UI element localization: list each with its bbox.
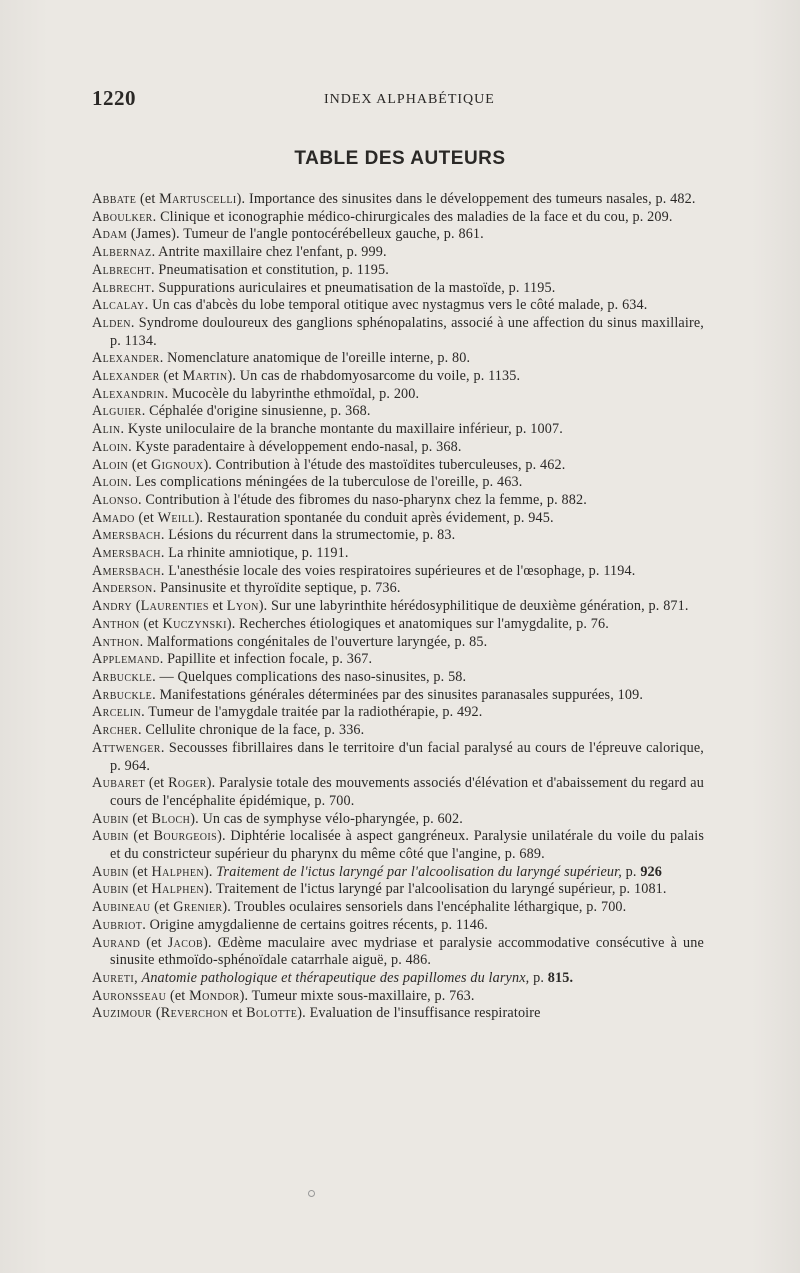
author-name: Attwenger	[92, 739, 161, 756]
author-name: Alcalay	[92, 297, 145, 314]
index-entry	[92, 722, 704, 740]
entry-text: (	[132, 598, 141, 615]
entry-text: . Contribution à l'étude des fibromes du naso-pharynx chez la femme, p. 882.	[137, 491, 587, 508]
author-name: Archer	[92, 722, 138, 739]
author-name: Alonso	[92, 491, 138, 508]
entry-text: . Cellulite chronique de la face, p. 336.	[138, 722, 365, 739]
entry-text: . Secousses fibrillaires dans le territoire d'un facial paralysé au cours de l'épreuve calorique, p. 964.	[110, 739, 704, 774]
entry-text: ,	[134, 969, 142, 986]
author-name: Abbate	[92, 191, 137, 207]
index-entry	[92, 935, 704, 970]
author-name: Martuscelli	[159, 191, 237, 207]
entry-text: . Lésions du récurrent dans la strumectomie, p. 83.	[160, 527, 456, 544]
entry-text: ). Un cas de rhabdomyosarcome du voile, p. 1135.	[227, 368, 521, 385]
author-name: Aubineau	[92, 899, 151, 916]
author-name: Weill	[157, 509, 195, 526]
entry-text: ). Contribution à l'étude des mastoïdites tuberculeuses, p. 462.	[203, 456, 566, 473]
entry-text: . Syndrome douloureux des ganglions sphénopalatins, associé à une affection du sinus maxillaire, p. 1134.	[110, 314, 704, 349]
entry-text: (James). Tumeur de l'angle pontocérébelleux gauche, p. 861.	[127, 226, 484, 243]
index-entry	[92, 740, 704, 775]
entry-text: . Les complications méningées de la tuberculose de l'oreille, p. 463.	[128, 474, 523, 491]
index-entry	[92, 527, 704, 545]
author-name: Alden	[92, 314, 131, 331]
entry-text: (et	[145, 775, 169, 792]
entry-text: . Malformations congénitales de l'ouverture laryngée, p. 85.	[139, 633, 488, 650]
index-entry	[92, 386, 704, 404]
author-name: Aubin	[92, 881, 129, 898]
entry-text: 926	[640, 863, 663, 880]
index-entry	[92, 881, 704, 899]
entry-text: . Tumeur de l'amygdale traitée par la radiothérapie, p. 492.	[141, 704, 483, 721]
author-name: Grenier	[173, 899, 223, 916]
author-name: Arbuckle	[92, 686, 153, 703]
entry-text: . Pneumatisation et constitution, p. 1195.	[151, 261, 389, 278]
index-entry	[92, 439, 704, 457]
author-name: Alexandrin	[92, 385, 165, 402]
index-entry	[92, 580, 704, 598]
index-entry	[92, 545, 704, 563]
entry-text: . Céphalée d'origine sinusienne, p. 368.	[141, 403, 371, 420]
print-speck	[308, 1190, 315, 1197]
author-name: Auzimour	[92, 1005, 153, 1022]
entry-text: (et	[150, 899, 174, 916]
author-name: Alin	[92, 421, 121, 438]
entry-text: . Suppurations auriculaires et pneumatisation de la mastoïde, p. 1195.	[151, 279, 556, 296]
entry-text: (et	[128, 456, 151, 473]
author-name: Anderson	[92, 580, 153, 597]
entry-text: (et	[139, 615, 163, 632]
entry-text: ). Diphtérie localisée à aspect gangréneux. Paralysie unilatérale du voile du palais et du constricteur supérieur du pharynx du même côté que l'angine, p. 689.	[110, 828, 704, 863]
entry-text: . Kyste uniloculaire de la branche montante du maxillaire inférieur, p. 1007.	[120, 421, 563, 438]
entry-text: p.	[621, 863, 641, 880]
entry-text: Traitement de l'ictus laryngé par l'alcoolisation du laryngé supérieur,	[216, 863, 622, 880]
index-entry	[92, 669, 704, 687]
entry-text: (	[152, 1005, 161, 1022]
entry-text: . Nomenclature anatomique de l'oreille interne, p. 80.	[159, 350, 471, 367]
entry-text: p.	[529, 969, 548, 986]
author-name: Bourgeois	[153, 828, 218, 845]
author-name: Kuczynski	[162, 615, 227, 632]
entry-text: (et	[166, 987, 190, 1004]
entry-text: et	[228, 1005, 247, 1022]
entry-text: . Pansinusite et thyroïdite septique, p. 736.	[152, 580, 401, 597]
author-name: Mondor	[189, 987, 240, 1004]
entry-text: (et	[128, 863, 152, 880]
author-name: Albernaz	[92, 244, 152, 261]
author-name: Auronsseau	[92, 987, 167, 1004]
entry-text: (et	[128, 810, 152, 827]
index-entry	[92, 191, 704, 209]
index-entry	[92, 687, 704, 705]
author-name: Aureti	[92, 969, 135, 986]
page-number: 1220	[92, 86, 136, 110]
entry-text: ). Tumeur mixte sous-maxillaire, p. 763.	[239, 987, 475, 1004]
author-name: Andry	[92, 598, 133, 615]
index-entry	[92, 421, 704, 439]
index-entry	[92, 563, 704, 581]
index-entry	[92, 864, 704, 882]
index-entry	[92, 244, 704, 262]
entry-text: ). Traitement de l'ictus laryngé par l'alcoolisation du laryngé supérieur, p. 1081.	[204, 881, 667, 898]
author-name: Aubaret	[92, 775, 146, 792]
index-entry	[92, 775, 704, 810]
author-name: Reverchon	[160, 1005, 229, 1022]
index-entry	[92, 315, 704, 350]
author-name: Amersbach	[92, 545, 161, 562]
index-entry	[92, 403, 704, 421]
entry-text: (et	[159, 368, 183, 385]
entry-text: ). Importance des sinusites dans le développement des tumeurs nasales, p. 482.	[236, 191, 696, 207]
entry-text: ). Restauration spontanée du conduit après évidement, p. 945.	[194, 509, 554, 526]
author-name: Albrecht	[92, 261, 152, 278]
index-entry	[92, 457, 704, 475]
entry-text: ). Sur une labyrinthite hérédosyphilitique de deuxième génération, p. 871.	[258, 598, 689, 615]
entry-text: (et	[136, 191, 160, 207]
entry-text: ). Evaluation de l'insuffisance respiratoire	[297, 1005, 541, 1022]
author-name: Laurenties	[140, 598, 209, 615]
index-entry	[92, 474, 704, 492]
index-entry	[92, 1005, 704, 1023]
author-name: Arbuckle	[92, 668, 153, 685]
index-entry	[92, 616, 704, 634]
author-name: Martin	[182, 368, 228, 385]
index-entry	[92, 651, 704, 669]
author-name: Alexander	[92, 350, 160, 367]
author-name: Bloch	[151, 810, 191, 827]
index-entry	[92, 917, 704, 935]
author-name: Lyon	[226, 598, 259, 615]
index-entry	[92, 970, 704, 988]
entry-text: Anatomie pathologique et thérapeutique des papillomes du larynx,	[141, 969, 530, 986]
section-title: TABLE DES AUTEURS	[294, 148, 506, 169]
index-entry	[92, 262, 704, 280]
entry-text: . Kyste paradentaire à développement endo-nasal, p. 368.	[128, 438, 462, 455]
author-name: Roger	[168, 775, 207, 792]
entry-text: 815.	[547, 969, 574, 986]
author-name: Aubin	[92, 810, 129, 827]
author-name: Aurand	[92, 934, 141, 951]
author-name: Aubriot	[92, 916, 143, 933]
entry-text: (et	[140, 934, 168, 951]
running-head: INDEX ALPHABÉTIQUE	[324, 92, 495, 107]
index-entry	[92, 828, 704, 863]
author-name: Alguier	[92, 403, 142, 420]
page-header	[92, 86, 732, 116]
index-entry	[92, 899, 704, 917]
entry-text: . L'anesthésie locale des voies respiratoires supérieures et de l'œsophage, p. 1194.	[160, 562, 636, 579]
author-name: Halphen	[151, 881, 205, 898]
index-entry	[92, 811, 704, 829]
index-entry	[92, 280, 704, 298]
entry-text: . Clinique et iconographie médico-chirurgicales des maladies de la face et du cou, p. 209.	[152, 208, 673, 225]
author-name: Aubin	[92, 828, 129, 845]
index-entry	[92, 598, 704, 616]
entry-text: ). Un cas de symphyse vélo-pharyngée, p. 602.	[190, 810, 463, 827]
entry-text: ). Paralysie totale des mouvements associés d'élévation et d'abaissement du regard au cours de l'encéphalite épidémique, p. 700.	[110, 775, 704, 809]
index-entry	[92, 634, 704, 652]
author-name: Anthon	[92, 633, 140, 650]
entry-text: (et	[134, 509, 158, 526]
index-entry	[92, 226, 704, 244]
author-name: Amersbach	[92, 562, 161, 579]
author-name: Jacob	[167, 934, 204, 951]
author-name: Arcelin	[92, 704, 142, 721]
author-index-list	[92, 191, 704, 1023]
entry-text: . Origine amygdalienne de certains goitres récents, p. 1146.	[142, 916, 488, 933]
index-entry	[92, 209, 704, 227]
author-name: Aubin	[92, 863, 129, 880]
entry-text: . Un cas d'abcès du lobe temporal otitique avec nystagmus vers le côté malade, p. 634.	[144, 297, 648, 314]
author-name: Aloin	[92, 474, 129, 491]
entry-text: ). Troubles oculaires sensoriels dans l'encéphalite léthargique, p. 700.	[222, 899, 627, 916]
author-name: Alexander	[92, 368, 160, 385]
author-name: Aloin	[92, 438, 129, 455]
author-name: Amersbach	[92, 527, 161, 544]
index-entry	[92, 704, 704, 722]
entry-text: . Mucocèle du labyrinthe ethmoïdal, p. 200.	[164, 385, 420, 402]
entry-text: ).	[204, 863, 217, 880]
index-entry	[92, 988, 704, 1006]
entry-text: (et	[128, 881, 152, 898]
author-name: Anthon	[92, 615, 140, 632]
index-entry	[92, 492, 704, 510]
author-name: Aloin	[92, 456, 129, 473]
author-name: Applemand	[92, 651, 160, 668]
entry-text: . La rhinite amniotique, p. 1191.	[160, 545, 349, 562]
author-name: Gignoux	[150, 456, 204, 473]
entry-text: (et	[128, 828, 154, 845]
index-entry	[92, 368, 704, 386]
index-entry	[92, 297, 704, 315]
author-name: Halphen	[151, 863, 205, 880]
author-name: Aboulker	[92, 208, 153, 225]
entry-text: . Papillite et infection focale, p. 367.	[159, 651, 373, 668]
entry-text: ). Œdème maculaire avec mydriase et paralysie accommodative consécutive à une sinusite ethmoïdo-sphénoïdale catarrhale aiguë, p. 486.	[110, 934, 704, 969]
entry-text: ). Recherches étiologiques et anatomiques sur l'amygdalite, p. 76.	[226, 615, 609, 632]
index-entry	[92, 350, 704, 368]
author-name: Albrecht	[92, 279, 152, 296]
entry-text: . — Quelques complications des naso-sinusites, p. 58.	[152, 668, 467, 685]
author-name: Bolotte	[246, 1005, 298, 1022]
author-name: Amado	[92, 509, 135, 526]
entry-text: . Manifestations générales déterminées par des sinusites paranasales suppurées, 109.	[152, 686, 644, 703]
entry-text: . Antrite maxillaire chez l'enfant, p. 999.	[151, 244, 387, 261]
entry-text: et	[208, 598, 227, 615]
index-entry	[92, 510, 704, 528]
author-name: Adam	[92, 226, 128, 243]
